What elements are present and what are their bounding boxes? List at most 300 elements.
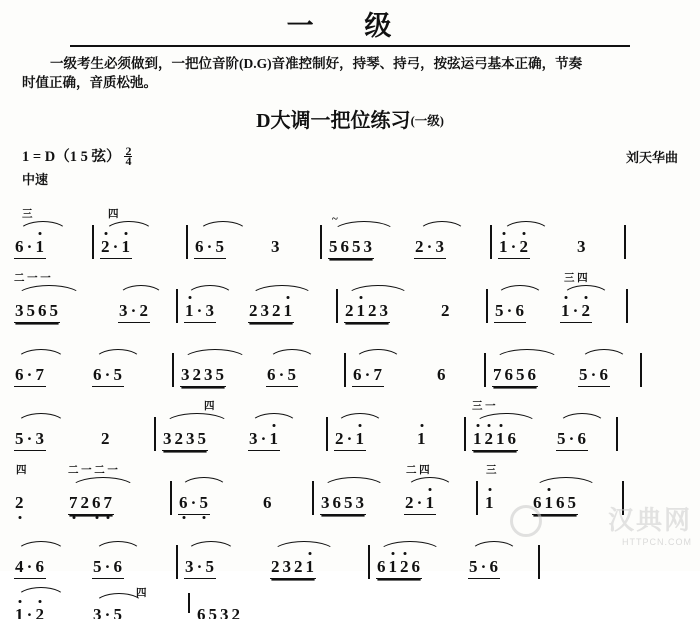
finger-mark: 三	[22, 209, 33, 220]
note-group	[196, 605, 242, 619]
slur-arc	[70, 477, 136, 489]
vibrato-mark: ~	[332, 213, 338, 225]
note: 5	[344, 493, 354, 512]
note: 2	[400, 557, 410, 576]
measure	[178, 471, 248, 521]
key-signature	[22, 145, 132, 166]
slur-arc	[16, 413, 66, 425]
note: 2	[192, 365, 202, 384]
slur-arc	[94, 541, 142, 553]
note-group	[576, 237, 588, 257]
note-group	[262, 493, 274, 513]
slur-arc	[186, 541, 236, 553]
measure	[14, 209, 86, 265]
note: 2	[35, 605, 47, 619]
note: 7	[103, 493, 113, 512]
measure	[14, 585, 92, 619]
time-signature	[124, 144, 132, 168]
note: 4	[15, 557, 25, 576]
tempo-marking: 中速	[22, 172, 49, 187]
barline	[624, 225, 626, 259]
note: 5	[557, 429, 567, 448]
note: 1	[121, 237, 131, 256]
note: 3	[249, 429, 259, 448]
note: 6	[533, 493, 543, 512]
note: 2	[519, 237, 529, 256]
measure	[92, 535, 170, 585]
note: 1	[35, 237, 45, 256]
key-meter-row	[0, 144, 700, 187]
system-row	[14, 521, 686, 585]
measure	[494, 279, 560, 329]
note: 5	[113, 605, 123, 619]
key-text: 1 = D（1 5 弦）	[22, 149, 121, 165]
note-group: 6 · 5	[266, 365, 298, 385]
note-group: 3 · 2	[118, 301, 150, 321]
note: 6	[179, 493, 189, 512]
note-group: 2 · 1	[100, 237, 132, 257]
measure	[184, 535, 270, 585]
note: 7	[69, 493, 79, 512]
barline	[172, 353, 174, 387]
note: 3	[35, 429, 45, 448]
composer-credit: 刘天华曲	[625, 150, 678, 165]
note: 1	[473, 429, 483, 448]
note: 2	[484, 429, 494, 448]
measure	[404, 465, 470, 521]
page-title: 一 级	[286, 11, 414, 41]
note-group	[472, 429, 518, 449]
note: 1	[561, 301, 571, 320]
measure	[562, 215, 618, 265]
note: 6	[353, 365, 363, 384]
system-row	[14, 329, 686, 393]
note-group: 5 · 6	[92, 557, 124, 577]
note: 2	[368, 301, 378, 320]
note-group	[320, 493, 366, 513]
measure	[270, 535, 362, 585]
note: 5	[205, 557, 215, 576]
slur-arc	[164, 413, 230, 425]
barline	[344, 353, 346, 387]
meter-numerator: 2	[125, 144, 132, 158]
finger-mark: 二 一 二 一	[68, 465, 118, 476]
note-group: 6 · 1	[14, 237, 46, 257]
slur-arc	[494, 349, 560, 361]
measure	[180, 343, 266, 393]
note: 6	[377, 557, 387, 576]
note: 5	[352, 237, 362, 256]
note: 6	[599, 365, 609, 384]
measure	[92, 585, 182, 619]
measure	[14, 407, 86, 457]
slur-arc	[250, 285, 314, 297]
slur-arc	[118, 285, 164, 297]
measure	[328, 215, 414, 265]
note-group	[180, 365, 226, 385]
note-group: 4 · 6	[14, 557, 46, 577]
finger-mark: 四	[16, 465, 27, 476]
slur-arc	[346, 285, 410, 297]
measure	[320, 471, 404, 521]
finger-mark: 四	[136, 588, 147, 599]
note-group: 6 · 5	[194, 237, 226, 257]
note: 6	[527, 365, 537, 384]
note: 3	[260, 301, 270, 320]
note: 2	[249, 301, 259, 320]
piece-grade-label: (一级)	[410, 114, 444, 128]
barline	[622, 481, 624, 515]
note: 6	[15, 237, 25, 256]
note: 5	[516, 365, 526, 384]
measure	[14, 273, 104, 329]
slur-arc	[182, 349, 248, 361]
note: 3	[435, 237, 445, 256]
measure	[266, 343, 338, 393]
note: 1	[283, 301, 293, 320]
piece-title	[0, 104, 700, 133]
barline	[320, 225, 322, 259]
note: 6	[15, 365, 25, 384]
note-group: 5 · 6	[494, 301, 526, 321]
note: 3	[181, 365, 191, 384]
note: 3	[93, 605, 103, 619]
measure	[424, 343, 478, 393]
slur-arc	[180, 477, 228, 489]
system-row	[14, 585, 686, 619]
note-group	[440, 301, 452, 321]
slur-arc	[496, 285, 544, 297]
note: 1	[388, 557, 398, 576]
barline	[484, 353, 486, 387]
note: 3	[321, 493, 331, 512]
slur-arc	[198, 221, 248, 233]
finger-mark: 三	[486, 465, 497, 476]
meter-denominator: 4	[125, 154, 132, 168]
note-group	[344, 301, 390, 321]
note: 7	[35, 365, 45, 384]
note: 2	[581, 301, 591, 320]
note: 2	[80, 493, 90, 512]
finger-mark: 四	[108, 209, 119, 220]
slur-arc	[474, 413, 538, 425]
note: 5	[579, 365, 589, 384]
note: 1	[185, 301, 195, 320]
measure	[194, 215, 256, 265]
barline	[186, 225, 188, 259]
note-group	[68, 493, 114, 513]
barline	[312, 481, 314, 515]
note-group	[328, 237, 374, 257]
slur-arc	[94, 349, 142, 361]
barline	[188, 593, 190, 613]
note: 5	[495, 301, 505, 320]
note: 6	[197, 605, 207, 619]
slur-arc	[18, 221, 68, 233]
barline	[490, 225, 492, 259]
note: 1	[356, 301, 366, 320]
note: 5	[215, 237, 225, 256]
note-group: 1 · 2	[14, 605, 46, 619]
note-group	[270, 237, 282, 257]
note-group	[376, 557, 422, 577]
measure	[92, 343, 166, 393]
note: 1	[485, 493, 495, 512]
note: 5	[215, 365, 225, 384]
note-group: 6 · 7	[352, 365, 384, 385]
note-group: 2 · 1	[334, 429, 366, 449]
measure	[414, 215, 484, 265]
note: 6	[507, 429, 517, 448]
slur-arc	[470, 541, 518, 553]
note-group	[270, 557, 316, 577]
intro-line-1: 一级考生必须做到，一把位音阶(D.G)音准控制好，持琴、持弓，按弦运弓基本正确，节奏	[50, 56, 583, 71]
note: 2	[15, 493, 25, 512]
note-group: 5 · 6	[556, 429, 588, 449]
measure	[14, 343, 92, 393]
slur-arc	[272, 541, 336, 553]
note: 2	[272, 301, 282, 320]
note: 2	[345, 301, 355, 320]
note: 5	[287, 365, 297, 384]
note: 7	[373, 365, 383, 384]
note: 2	[335, 429, 345, 448]
note: 2	[101, 429, 111, 448]
note-group	[416, 429, 428, 449]
note: 3	[271, 237, 281, 256]
note-group: 2 · 1	[404, 493, 436, 513]
note-group	[484, 493, 496, 513]
measure	[68, 465, 164, 521]
note-group	[162, 429, 208, 449]
note: 2	[101, 237, 111, 256]
note-group: 6 · 5	[92, 365, 124, 385]
note: 3	[204, 365, 214, 384]
measure	[14, 535, 92, 585]
finger-mark: 二 一 一	[14, 273, 51, 284]
note: 2	[271, 557, 281, 576]
intro-line-2: 时值正确，音质松弛。	[22, 75, 157, 90]
note: 3	[205, 301, 215, 320]
note: 6	[437, 365, 447, 384]
note: 5	[93, 557, 103, 576]
note: 6	[93, 365, 103, 384]
note: 1	[544, 493, 554, 512]
note: 2	[415, 237, 425, 256]
note: 2	[441, 301, 451, 320]
note: 6	[195, 237, 205, 256]
slur-arc	[16, 285, 82, 297]
watermark-url: HTTPCN.COM	[622, 537, 692, 547]
note: 1	[305, 557, 315, 576]
measure	[376, 535, 468, 585]
slur-arc	[502, 221, 550, 233]
slur-arc	[354, 349, 402, 361]
note: 5	[15, 429, 25, 448]
note-group: 5 · 3	[14, 429, 46, 449]
note: 5	[197, 429, 207, 448]
note: 2	[139, 301, 149, 320]
barline	[154, 417, 156, 451]
note: 6	[556, 493, 566, 512]
slur-arc	[418, 221, 466, 233]
music-systems	[0, 201, 700, 619]
measure	[184, 279, 248, 329]
piece-title-text: D大调一把位练习	[256, 110, 411, 132]
finger-mark: 四	[204, 401, 215, 412]
note: 3	[119, 301, 129, 320]
note-group: 2 · 3	[414, 237, 446, 257]
measure	[248, 279, 330, 329]
note-group: 1 · 2	[498, 237, 530, 257]
slur-arc	[558, 413, 606, 425]
slur-arc	[16, 349, 66, 361]
measure	[334, 407, 406, 457]
note: 3	[577, 237, 587, 256]
note: 1	[355, 429, 365, 448]
watermark-text: 汉典网	[607, 506, 692, 535]
note: 3	[282, 557, 292, 576]
note: 3	[379, 301, 389, 320]
measure	[248, 407, 320, 457]
note: 6	[267, 365, 277, 384]
measure	[104, 279, 170, 329]
barline	[616, 417, 618, 451]
note: 3	[15, 301, 25, 320]
barline	[486, 289, 488, 323]
measure	[14, 465, 68, 521]
note: 5	[567, 493, 577, 512]
note: 1	[14, 605, 26, 619]
note: 2	[174, 429, 184, 448]
measure	[352, 343, 424, 393]
note-group	[100, 429, 112, 449]
barline	[92, 225, 94, 259]
measure	[248, 471, 306, 521]
measure	[532, 471, 616, 521]
barline	[368, 545, 370, 579]
slur-arc	[580, 349, 628, 361]
note-group: 3 · 5	[92, 605, 124, 619]
note: 6	[515, 301, 525, 320]
note: 3	[186, 429, 196, 448]
note: 1	[269, 429, 279, 448]
note-group: 5 · 6	[578, 365, 610, 385]
measure	[468, 535, 532, 585]
note: 3	[220, 605, 230, 619]
note: 6	[35, 557, 45, 576]
system-row	[14, 393, 686, 457]
note-group	[492, 365, 538, 385]
note: 5	[329, 237, 339, 256]
title-divider	[70, 45, 630, 47]
measure	[492, 343, 578, 393]
barline	[640, 353, 642, 387]
barline	[326, 417, 328, 451]
note: 6	[113, 557, 123, 576]
barline	[176, 289, 178, 323]
note-group: 3 · 1	[248, 429, 280, 449]
note-group	[532, 493, 578, 513]
note: 6	[340, 237, 350, 256]
slur-arc	[534, 477, 598, 489]
barline	[476, 481, 478, 515]
slur-arc	[322, 477, 386, 489]
note: 1	[496, 429, 506, 448]
measure	[406, 407, 458, 457]
note: 3	[163, 429, 173, 448]
note: 1	[499, 237, 509, 256]
measure	[100, 209, 180, 265]
note: 3	[363, 237, 373, 256]
slur-arc	[378, 541, 442, 553]
slur-arc	[268, 349, 316, 361]
measure	[428, 279, 480, 329]
note: 6	[577, 429, 587, 448]
note: 5	[26, 301, 36, 320]
note-group: 1 · 2	[560, 301, 592, 321]
measure	[498, 215, 562, 265]
note: 3	[355, 493, 365, 512]
measure	[560, 273, 620, 329]
measure	[344, 279, 428, 329]
barline	[170, 481, 172, 515]
note: 6	[411, 557, 421, 576]
note: 5	[469, 557, 479, 576]
finger-mark: 三 一	[472, 401, 496, 412]
barline	[176, 545, 178, 579]
note: 5	[199, 493, 209, 512]
note-group: 5 · 6	[468, 557, 500, 577]
intro-paragraph	[22, 54, 678, 92]
measure	[162, 401, 248, 457]
note: 1	[425, 493, 435, 512]
note-group: 6 · 7	[14, 365, 46, 385]
barline	[538, 545, 540, 579]
note-group: 6 · 5	[178, 493, 210, 513]
note: 5	[208, 605, 218, 619]
note: 2	[405, 493, 415, 512]
note-group	[14, 493, 26, 513]
note-group: 1 · 3	[184, 301, 216, 321]
note: 5	[49, 301, 59, 320]
measure	[556, 407, 610, 457]
measure	[196, 585, 286, 619]
note: 6	[92, 493, 102, 512]
note: 6	[489, 557, 499, 576]
note: 6	[504, 365, 514, 384]
measure	[86, 407, 148, 457]
note-group	[14, 301, 60, 321]
note: 6	[38, 301, 48, 320]
finger-mark: 三 四	[564, 273, 588, 284]
note-group: 3 · 5	[184, 557, 216, 577]
system-row	[14, 201, 686, 265]
slur-arc	[16, 541, 66, 553]
barline	[336, 289, 338, 323]
note-group	[436, 365, 448, 385]
note: 5	[113, 365, 123, 384]
slur-arc	[186, 285, 234, 297]
note: 6	[263, 493, 273, 512]
note: 7	[493, 365, 503, 384]
system-row	[14, 265, 686, 329]
slur-arc	[104, 221, 154, 233]
barline	[626, 289, 628, 323]
note-group	[248, 301, 294, 321]
finger-mark: 二 四	[406, 465, 430, 476]
measure	[578, 343, 634, 393]
